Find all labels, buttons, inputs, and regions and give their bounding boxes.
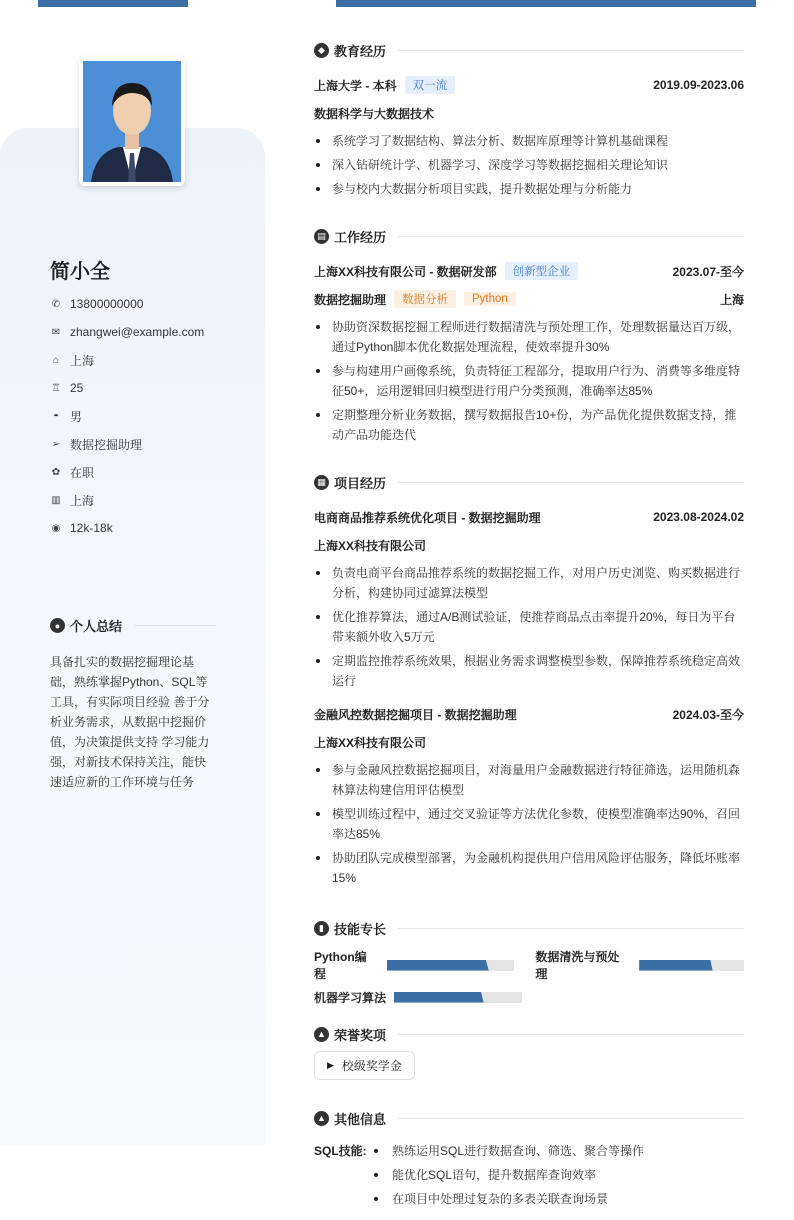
project-company: 上海XX科技有限公司 <box>314 735 427 750</box>
contact-text: 数据挖掘助理 <box>70 437 143 452</box>
section-heading <box>314 1108 744 1128</box>
skill-bar <box>394 992 522 1003</box>
school: 上海大学 - 本科 <box>314 78 397 93</box>
list-item: 能优化SQL语句，提升数据库查询效率 <box>372 1163 644 1187</box>
section-heading <box>314 472 744 492</box>
skill-bar <box>387 960 515 971</box>
contact-text: zhangwei@example.com <box>70 325 205 339</box>
skills-section <box>314 918 744 1013</box>
project-header <box>314 503 744 531</box>
section-title: 项目经历 <box>334 475 387 491</box>
section-title: 荣誉奖项 <box>334 1027 387 1043</box>
section-title: 其他信息 <box>334 1111 387 1127</box>
status-icon: ✿ <box>51 466 61 478</box>
list-item: 模型训练过程中，通过交叉验证等方法优化参数，使模型准确率达90%，召回率达85% <box>314 804 744 844</box>
project-header <box>314 700 744 728</box>
sql-skills <box>314 1139 744 1211</box>
sidebar <box>0 128 265 1145</box>
project-company: 上海XX科技有限公司 <box>314 538 427 553</box>
contact-text: 男 <box>70 409 83 424</box>
skill-bar-fill <box>639 960 712 971</box>
list-item: 优化推荐算法，通过A/B测试验证，使推荐商品点击率提升20%，每日为平台带来额外收入5万元 <box>314 607 744 647</box>
chart-icon: ▮ <box>314 921 329 936</box>
contact-age <box>50 374 204 402</box>
contact-home <box>50 346 204 374</box>
briefcase-icon: ▤ <box>314 229 329 244</box>
bullet-list <box>314 760 744 888</box>
school-tag: 双一流 <box>405 76 456 94</box>
contact-position <box>50 430 204 458</box>
contact-text: 上海 <box>70 353 95 368</box>
contact-text: 上海 <box>70 493 95 508</box>
profile-photo <box>79 57 185 186</box>
contact-list <box>50 290 204 542</box>
contact-city <box>50 486 204 514</box>
skill-bar-fill <box>387 960 489 971</box>
skill-item <box>314 948 514 982</box>
top-accent-bar-right <box>336 0 756 7</box>
section-title: 技能专长 <box>334 921 387 937</box>
mail-icon: ✉ <box>51 326 61 338</box>
section-heading <box>314 918 744 938</box>
section-title: 工作经历 <box>334 229 387 245</box>
list-item: 在项目中处理过复杂的多表关联查询场景 <box>372 1187 644 1211</box>
skill-bar <box>639 960 744 971</box>
date: 2024.03-至今 <box>672 707 744 722</box>
list-item: 负责电商平台商品推荐系统的数据挖掘工作，对用户历史浏览、购买数据进行分析，构建协同过滤算法模型 <box>314 563 744 603</box>
contact-text: 13800000000 <box>70 297 144 311</box>
divider <box>398 236 744 237</box>
bullet-list <box>314 563 744 691</box>
project-name: 电商商品推荐系统优化项目 - 数据挖掘助理 <box>314 510 541 525</box>
role-tag: Python <box>464 292 516 306</box>
skill-item <box>535 948 744 982</box>
summary-title: 个人总结 <box>70 619 123 634</box>
role-tag: 数据分析 <box>394 290 456 308</box>
divider <box>134 625 216 626</box>
salary-icon: ◉ <box>51 522 61 534</box>
skill-item <box>314 989 522 1006</box>
list-item: 协助资深数据挖掘工程师进行数据清洗与预处理工作，处理数据量达百万级，通过Python脚本优化数据处理流程，使效率提升30% <box>314 317 744 357</box>
project-name: 金融风控数据挖掘项目 - 数据挖掘助理 <box>314 707 517 722</box>
summary-text: 具备扎实的数据挖掘理论基础，熟练掌握Python、SQL等工具，有实际项目经验 善于分析业务需求，从数据中挖掘价值，为决策提供支持 学习能力强，对新技术保持关注，能快速适应新的工作环境与任务 <box>50 655 210 789</box>
list-item: 深入钻研统计学、机器学习、深度学习等数据挖掘相关理论知识 <box>314 155 744 175</box>
list-item: 定期整理分析业务数据，撰写数据报告10+份，为产品优化提供数据支持，推动产品功能迭代 <box>314 405 744 445</box>
contact-text: 12k-18k <box>70 521 113 535</box>
section-heading <box>314 40 744 60</box>
project-entry <box>314 700 744 888</box>
contact-gender <box>50 402 204 430</box>
other-label: SQL技能: <box>314 1144 367 1158</box>
graduation-cap-icon: ◆ <box>314 43 329 58</box>
bullet-list <box>372 1139 644 1211</box>
award-item[interactable] <box>314 1051 415 1080</box>
contact-text: 25 <box>70 381 84 395</box>
list-item: 参与金融风控数据挖掘项目，对海量用户金融数据进行特征筛选，运用随机森林算法构建信用评估模型 <box>314 760 744 800</box>
location: 上海 <box>719 292 744 307</box>
list-item: 协助团队完成模型部署，为金融机构提供用户信用风险评估服务，降低坏账率15% <box>314 848 744 888</box>
other-section <box>314 1108 744 1211</box>
divider <box>398 928 744 929</box>
date: 2019.09-2023.06 <box>653 78 744 92</box>
skill-name: Python编程 <box>314 950 367 981</box>
candidate-name: 简小全 <box>50 261 110 283</box>
skills-row <box>314 949 744 981</box>
send-icon: ➢ <box>51 438 61 450</box>
company: 上海XX科技有限公司 - 数据研发部 <box>314 264 497 279</box>
date: 2023.07-至今 <box>672 264 744 279</box>
education-header <box>314 71 744 99</box>
bullet-list <box>314 317 744 445</box>
work-section <box>314 226 744 449</box>
contact-text: 在职 <box>70 465 95 480</box>
gender-icon: ◓ <box>52 410 60 422</box>
section-heading <box>314 226 744 246</box>
phone-icon: ✆ <box>51 298 61 310</box>
contact-email[interactable] <box>50 318 204 346</box>
major: 数据科学与大数据技术 <box>314 106 435 121</box>
summary-heading <box>50 616 216 635</box>
skill-bar-fill <box>394 992 484 1003</box>
contact-phone <box>50 290 204 318</box>
divider <box>398 482 744 483</box>
building-icon: ▥ <box>51 494 61 506</box>
project-entry <box>314 503 744 691</box>
top-accent-bar-left <box>38 0 188 7</box>
work-role-row <box>314 285 744 313</box>
skills-row <box>314 981 744 1013</box>
section-heading <box>314 1024 744 1044</box>
list-item: 熟练运用SQL进行数据查询、筛选、聚合等操作 <box>372 1139 644 1163</box>
section-title: 教育经历 <box>334 43 387 59</box>
award-name: 校级奖学金 <box>341 1059 402 1073</box>
skills-list <box>314 949 744 1013</box>
date: 2023.08-2024.02 <box>653 510 744 524</box>
company-tag: 创新型企业 <box>505 262 579 280</box>
bullet-list <box>314 131 744 199</box>
contact-status <box>50 458 204 486</box>
list-item: 系统学习了数据结构、算法分析、数据库原理等计算机基础课程 <box>314 131 744 151</box>
divider <box>398 1034 744 1035</box>
cake-icon: ♖ <box>51 382 61 394</box>
role: 数据挖掘助理 <box>314 292 387 307</box>
divider <box>398 50 744 51</box>
work-header <box>314 257 744 285</box>
list-item: 定期监控推荐系统效果，根据业务需求调整模型参数，保障推荐系统稳定高效运行 <box>314 651 744 691</box>
skill-name: 数据清洗与预处理 <box>535 950 620 981</box>
honors-section <box>314 1024 744 1080</box>
play-icon: ▶ <box>327 1060 334 1070</box>
contact-salary <box>50 514 204 542</box>
projects-section <box>314 472 744 892</box>
education-section <box>314 40 744 203</box>
user-icon: ● <box>50 618 65 633</box>
list-item: 参与构建用户画像系统，负责特征工程部分，提取用户行为、消费等多维度特征50+，运用逻辑回归模型进行用户分类预测，准确率达85% <box>314 361 744 401</box>
skill-name: 机器学习算法 <box>314 990 387 1005</box>
award-icon: ▲ <box>314 1111 329 1126</box>
grid-icon: ▦ <box>314 475 329 490</box>
divider <box>398 1118 744 1119</box>
home-icon: ⌂ <box>52 354 60 366</box>
award-icon: ▲ <box>314 1027 329 1042</box>
list-item: 参与校内大数据分析项目实践，提升数据处理与分析能力 <box>314 179 744 199</box>
